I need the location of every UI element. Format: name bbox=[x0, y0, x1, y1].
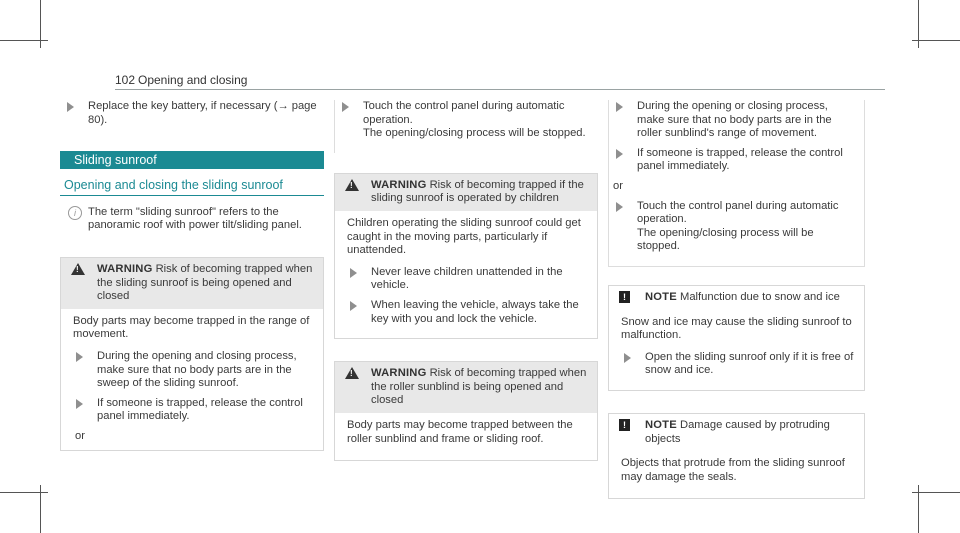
notice-header bbox=[609, 414, 864, 451]
or-text: or bbox=[75, 429, 85, 442]
arrow-bullet-icon bbox=[350, 301, 357, 311]
section-title: Sliding sunroof bbox=[60, 151, 324, 169]
column-3 bbox=[608, 100, 865, 521]
list-item: If someone is trapped, release the control panel immediately. bbox=[609, 147, 858, 174]
arrow-bullet-icon bbox=[76, 352, 83, 362]
crop-mark bbox=[912, 492, 960, 493]
warning-body: Body parts may become trapped between the roller sunblind and frame or sliding roof. bbox=[347, 418, 573, 445]
list-item: Open the sliding sunroof only if it is free of snow and ice. bbox=[621, 351, 856, 378]
arrow-bullet-icon bbox=[616, 149, 623, 159]
notice-box bbox=[608, 285, 865, 391]
notice-icon: ! bbox=[619, 291, 630, 303]
notice-body: Objects that protrude from the sliding sunroof may damage the seals. bbox=[621, 457, 845, 483]
warning-keyword: WARNING bbox=[371, 178, 427, 191]
warning-box bbox=[334, 173, 598, 339]
arrow-bullet-icon bbox=[616, 202, 623, 212]
crop-mark bbox=[912, 40, 960, 41]
warning-body: Children operating the sliding sunroof could get caught in the moving parts, particularly if unattended. Never leave children unattended in the vehicle. When leaving the vehicle, always take the key with you and lock the vehicle. bbox=[335, 211, 597, 338]
warning-triangle-icon bbox=[345, 179, 359, 191]
warning-header bbox=[335, 362, 597, 413]
crop-mark bbox=[0, 492, 48, 493]
crop-mark bbox=[0, 40, 48, 41]
warning-header bbox=[61, 258, 323, 309]
arrow-bullet-icon bbox=[76, 399, 83, 409]
column-1 bbox=[60, 100, 324, 473]
warning-body: Body parts may become trapped in the range of movement. During the opening and closing process, make sure that no body parts are in the sweep of the sliding sunroof. If someone is trapped, release the control panel immediately. or bbox=[61, 309, 323, 450]
notice-keyword: NOTE bbox=[645, 418, 677, 431]
chapter-title: Opening and closing bbox=[138, 73, 248, 87]
notice-title: Malfunction due to snow and ice bbox=[680, 290, 840, 303]
notice-title: Damage caused by protruding objects bbox=[645, 418, 830, 445]
page-number: 102 bbox=[115, 73, 136, 87]
column-2 bbox=[334, 100, 598, 483]
arrow-bullet-icon bbox=[350, 268, 357, 278]
list-item: During the opening or closing process, make sure that no body parts are in the roller sunblind's range of movement. bbox=[609, 100, 858, 141]
subheading: Opening and closing the sliding sunroof bbox=[60, 179, 324, 196]
list-item: Replace the key battery, if necessary (→ page 80). bbox=[60, 100, 324, 127]
notice-icon: ! bbox=[619, 419, 630, 431]
info-icon: i bbox=[68, 206, 82, 220]
warning-header bbox=[335, 174, 597, 211]
notice-keyword: NOTE bbox=[645, 290, 677, 303]
list-item: Touch the control panel during automatic operation. The opening/closing process will be stopped. bbox=[335, 100, 598, 141]
warning-box bbox=[60, 257, 324, 451]
arrow-bullet-icon bbox=[616, 102, 623, 112]
warning-title: Risk of becoming trapped if the sliding sunroof is operated by children bbox=[371, 178, 584, 205]
or-text: or bbox=[613, 179, 623, 192]
list-item: Never leave children unattended in the vehicle. bbox=[347, 266, 589, 293]
warning-keyword: WARNING bbox=[371, 367, 427, 380]
arrow-bullet-icon bbox=[67, 102, 74, 112]
notice-box bbox=[608, 413, 865, 499]
warning-box bbox=[334, 361, 598, 461]
info-note: i The term "sliding sunroof" refers to the panoramic roof with power tilt/sliding panel. bbox=[60, 206, 324, 233]
warning-keyword: WARNING bbox=[97, 262, 153, 275]
list-item: During the opening and closing process, make sure that no body parts are in the sweep of the sliding sunroof. bbox=[73, 350, 315, 391]
warning-triangle-icon bbox=[71, 263, 85, 275]
notice-header bbox=[609, 286, 864, 310]
list-item: When leaving the vehicle, always take the key with you and lock the vehicle. bbox=[347, 299, 589, 326]
page-header bbox=[115, 73, 885, 90]
arrow-bullet-icon bbox=[624, 353, 631, 363]
arrow-bullet-icon bbox=[342, 102, 349, 112]
list-item: If someone is trapped, release the control panel immediately. bbox=[73, 397, 315, 424]
list-item: Touch the control panel during automatic operation. The opening/closing process will be stopped. bbox=[609, 200, 858, 254]
warning-title: Risk of becoming trapped when the roller sunblind is being opened and closed bbox=[371, 367, 587, 407]
warning-triangle-icon bbox=[345, 367, 359, 379]
warning-title: Risk of becoming trapped when the sliding sunroof is being opened and closed bbox=[97, 262, 313, 303]
notice-body: Snow and ice may cause the sliding sunroof to malfunction. Open the sliding sunroof only if it is free of snow and ice. bbox=[609, 310, 864, 390]
